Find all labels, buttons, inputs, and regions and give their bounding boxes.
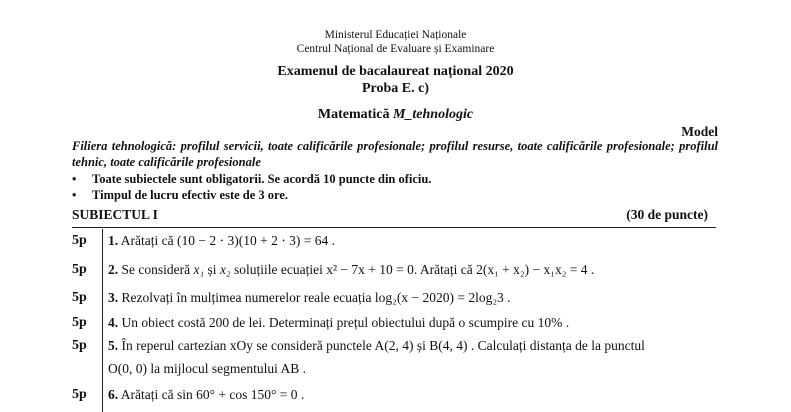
item-text: În reperul cartezian xOy se consideră punctele A(2, 4) și B(4, 4) . Calculați distanța de la punctul (121, 338, 645, 353)
exercise-item (108, 338, 645, 354)
exercise-item (108, 262, 594, 278)
bullet-item: • Toate subiectele sunt obligatorii. Se acordă 10 puncte din oficiu. (72, 172, 432, 186)
section-points: (30 de puncte) (626, 207, 708, 222)
section-rule (72, 227, 716, 228)
item-number: 6. (108, 387, 119, 402)
item-text: Un obiect costă 200 de lei. Determinați prețul obiectului după o scumpire cu 10% . (121, 315, 570, 330)
exam-proba: Proba E. c) (361, 81, 429, 96)
item-points: 5p (72, 338, 87, 353)
math-equation: x² − 7x + 10 = 0 (326, 262, 414, 277)
section-title: SUBIECTUL I (72, 207, 158, 222)
math-x2: x₂ (219, 262, 231, 277)
math-expression: 2(x₁ + x₂) − x₁x₂ = 4 . (476, 262, 595, 277)
item-text: Rezolvați în mulțimea numerelor reale ecuația log₂(x − 2020) = 2log₂3 . (121, 290, 511, 305)
bullet-item: • Timpul de lucru efectiv este de 3 ore. (72, 188, 289, 202)
item-points: 5p (72, 233, 87, 248)
item-text: Arătați că (10 − 2 ⋅ 3)(10 + 2 ⋅ 3) = 64 . (120, 233, 336, 248)
item-text: O(0, 0) la mijlocul segmentului AB . (108, 361, 306, 376)
item-text: și (204, 262, 220, 277)
item-text: Arătați că sin 60° + cos 150° = 0 . (120, 387, 305, 402)
points-column-divider (102, 229, 103, 412)
exercise-item (108, 290, 511, 306)
item-points: 5p (72, 262, 87, 277)
bullet-text: Timpul de lucru efectiv este de 3 ore. (92, 188, 289, 202)
subject-variant: M_tehnologic (392, 107, 474, 122)
item-text: Se consideră (121, 262, 194, 277)
item-number: 3. (108, 290, 119, 305)
model-label: Model (681, 124, 718, 139)
item-number: 2. (108, 262, 119, 277)
math-x1: x₁ (193, 262, 205, 277)
item-number: 4. (108, 315, 119, 330)
item-text: soluțiile ecuației (230, 262, 327, 277)
bullet-text: Toate subiectele sunt obligatorii. Se acordă 10 puncte din oficiu. (92, 172, 432, 186)
center-name: Centrul Național de Evaluare și Examinare (296, 43, 495, 55)
exercise-item (108, 233, 335, 249)
exercise-item-continuation (108, 361, 306, 377)
item-number: 1. (108, 233, 119, 248)
exercise-item (108, 315, 569, 331)
item-points: 5p (72, 315, 87, 330)
exercise-item (108, 387, 304, 403)
item-points: 5p (72, 290, 87, 305)
exam-title: Examenul de bacalaureat național 2020 (277, 64, 514, 79)
ministry-name: Ministerul Educației Naționale (324, 29, 467, 41)
subject-prefix: Matematică (317, 107, 393, 122)
filiera-text: Filiera tehnologică: profilul servicii, toate calificările profesionale; profilul resurse, toate calificările profesionale; profilul tehnic, toate calificările profesionale (72, 139, 718, 169)
subject-title (0, 107, 791, 123)
item-points: 5p (72, 387, 87, 402)
item-text: . Arătați că (413, 262, 477, 277)
item-number: 5. (108, 338, 119, 353)
